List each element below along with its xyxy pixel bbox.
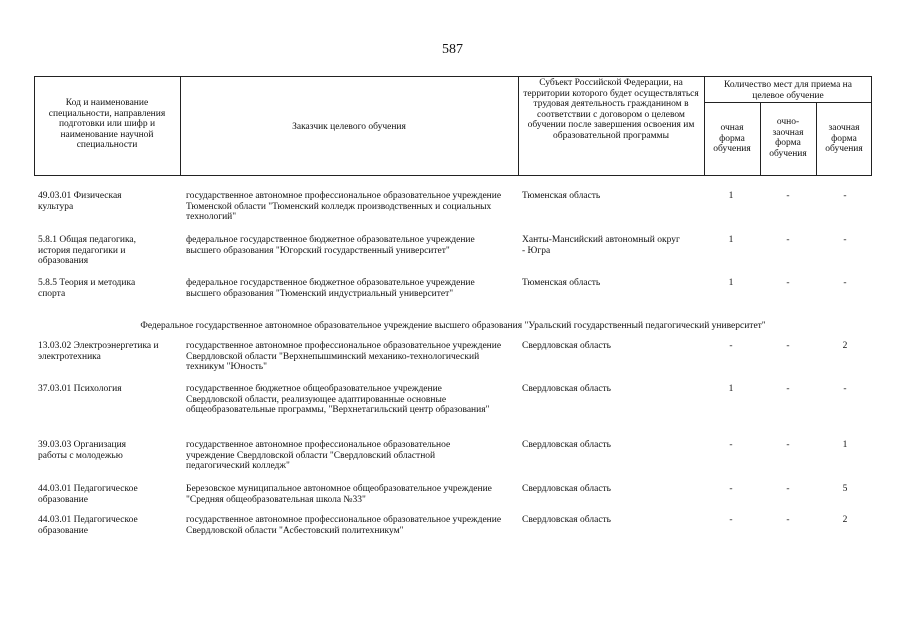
row-code: 44.03.01 Педагогическое образование (38, 484, 138, 505)
row-full-time: 1 (728, 235, 734, 245)
column-divider (518, 76, 519, 176)
row-part-time: - (786, 440, 790, 450)
row-subject: Свердловская область (522, 515, 612, 525)
row-full-time: - (729, 341, 733, 351)
column-divider (34, 76, 35, 176)
row-part-time: - (786, 235, 790, 245)
row-customer: государственное автономное профессиональное образовательное учреждение Свердловской области "Верхнепышминский механико-технологический техникум "Юность" (186, 341, 502, 372)
row-customer: государственное автономное профессиональное образовательное учреждение Свердловской области "Асбестовский политехникум" (186, 515, 502, 536)
row-extramural: 2 (842, 341, 848, 351)
row-extramural: 1 (842, 440, 848, 450)
row-full-time: - (729, 515, 733, 525)
row-extramural: - (843, 384, 847, 394)
header-part-time: очно-заочная форма обучения (769, 117, 807, 159)
row-code: 37.03.01 Психология (38, 384, 122, 394)
row-customer: федеральное государственное бюджетное образовательное учреждение высшего образования "Тюменский индустриальный университет" (186, 278, 475, 299)
row-subject: Тюменская область (522, 191, 601, 201)
row-extramural: - (843, 191, 847, 201)
header-bottom-border (34, 175, 872, 176)
row-full-time: 1 (728, 191, 734, 201)
row-part-time: - (786, 515, 790, 525)
row-full-time: 1 (728, 384, 734, 394)
row-subject: Свердловская область (522, 384, 612, 394)
column-divider (816, 102, 817, 176)
header-places: Количество мест для приема на целевое обучение (724, 80, 852, 101)
row-code: 13.03.02 Электроэнергетика и электротехника (38, 341, 159, 362)
row-part-time: - (786, 191, 790, 201)
row-customer: государственное автономное профессиональное образовательное учреждение Свердловской области "Свердловский областной педагогический колледж" (186, 440, 451, 471)
row-extramural: - (843, 235, 847, 245)
row-subject: Ханты-Мансийский автономный округ - Югра (522, 235, 680, 256)
column-divider (871, 76, 872, 176)
row-part-time: - (786, 341, 790, 351)
row-part-time: - (786, 278, 790, 288)
places-divider (704, 102, 872, 103)
row-full-time: - (729, 484, 733, 494)
row-subject: Свердловская область (522, 440, 612, 450)
column-divider (704, 76, 705, 176)
row-code: 49.03.01 Физическая культура (38, 191, 122, 212)
row-subject: Свердловская область (522, 341, 612, 351)
row-customer: государственное автономное профессиональное образовательное учреждение Тюменской области "Тюменский колледж производственных и социальных технологий" (186, 191, 502, 222)
page-number: 587 (442, 42, 463, 57)
row-code: 44.03.01 Педагогическое образование (38, 515, 138, 536)
row-full-time: - (729, 440, 733, 450)
table-top-border (34, 76, 872, 77)
row-subject: Свердловская область (522, 484, 612, 494)
column-divider (180, 76, 181, 176)
row-extramural: 2 (842, 515, 848, 525)
row-part-time: - (786, 384, 790, 394)
row-code: 5.8.1 Общая педагогика, история педагогики и образования (38, 235, 137, 266)
row-customer: Березовское муниципальное автономное общеобразовательное учреждение "Средняя общеобразовательная школа №33" (186, 484, 492, 505)
row-part-time: - (786, 484, 790, 494)
header-full-time: очная форма обучения (713, 123, 751, 154)
header-code: Код и наименование специальности, направления подготовки или шифр и наименование научной специальности (48, 98, 166, 150)
header-subject: Субъект Российской Федерации, на территории которого будет осуществляться трудовая деятельность гражданином в соответствии с договором о целевом обучении после завершения освоения им образовательной программы (523, 78, 699, 141)
row-extramural: 5 (842, 484, 848, 494)
row-code: 5.8.5 Теория и методика спорта (38, 278, 136, 299)
header-extramural: заочная форма обучения (825, 123, 863, 154)
row-extramural: - (843, 278, 847, 288)
group-title: Федеральное государственное автономное образовательное учреждение высшего образования "Уральский государственный педагогический университет" (140, 321, 766, 331)
row-customer: федеральное государственное бюджетное образовательное учреждение высшего образования "Югорский государственный университет" (186, 235, 475, 256)
header-customer: Заказчик целевого обучения (292, 122, 406, 132)
row-code: 39.03.03 Организация работы с молодежью (38, 440, 127, 461)
column-divider (760, 102, 761, 176)
row-customer: государственное бюджетное общеобразовательное учреждение Свердловской области, реализующее адаптированные основные общеобразовательные программы, "Верхнетагильский центр образования" (186, 384, 490, 415)
row-full-time: 1 (728, 278, 734, 288)
row-subject: Тюменская область (522, 278, 601, 288)
